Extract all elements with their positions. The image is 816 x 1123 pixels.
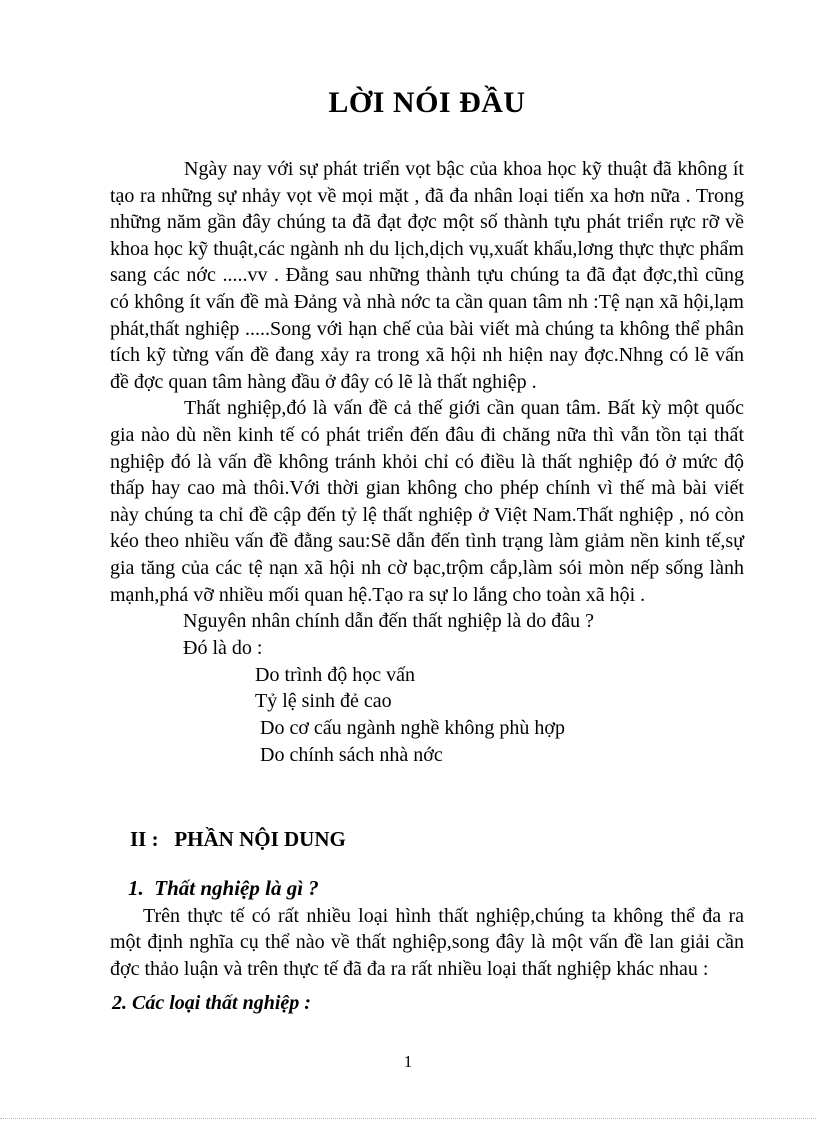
intro-paragraph-1: Ngày nay với sự phát triển vọt bậc của khoa học kỹ thuật đã không ít tạo ra những sự nhảy vọt về mọi mặt , đã đa nhân loại tiến xa hơn nữa . Trong những năm gần đây chúng ta đã đạt đợc một số thành tựu phát triển rực rỡ về khoa học kỹ thuật,các ngành nh du lịch,dịch vụ,xuất khẩu,lơng thực thực phẩm sang các nớc .....vv . Đằng sau những thành tựu chúng ta đã đạt đợc,thì cũng có không ít vấn đề mà Đảng và nhà nớc ta cần quan tâm nh :Tệ nạn xã hội,lạm phát,thất nghiệp .....Song với hạn chế của bài viết mà chúng ta không thể phân tích kỹ từng vấn đề đang xảy ra trong xã hội nh hiện nay đợc.Nhng có lẽ vấn đề đợc quan tâm hàng đầu ở đây có lẽ là thất nghiệp . bbox=[110, 158, 744, 393]
subsection-2-heading: 2. Các loại thất nghiệp : bbox=[112, 991, 311, 1014]
cause-item-industry-structure: Do cơ cấu ngành nghề không phù hợp bbox=[255, 717, 565, 740]
page-title: LỜI NÓI ĐẦU bbox=[328, 86, 526, 119]
section-heading-main-content: II : PHẦN NỘI DUNG bbox=[130, 826, 346, 851]
subsection-1-paragraph: Trên thực tế có rất nhiều loại hình thất nghiệp,chúng ta không thể đa ra một định nghĩa cụ thể nào về thất nghiệp,song đây là một vấn đề lan giải cần đợc thảo luận và trên thực tế đã đa ra rất nhiều loại thất nghiệp khác nhau : bbox=[110, 904, 744, 981]
cause-question: Nguyên nhân chính dẫn đến thất nghiệp là do đâu ? bbox=[183, 610, 594, 633]
page-number: 1 bbox=[403, 1052, 413, 1071]
subsection-1-heading: 1. Thất nghiệp là gì ? bbox=[128, 875, 319, 900]
cause-list bbox=[255, 662, 744, 769]
page-bottom-divider bbox=[0, 1118, 816, 1119]
page-content bbox=[110, 84, 744, 1015]
cause-item-education: Do trình độ học vấn bbox=[255, 663, 415, 686]
cause-lead-in: Đó là do : bbox=[183, 636, 263, 659]
cause-item-birth-rate: Tỷ lệ sinh đẻ cao bbox=[255, 690, 392, 713]
cause-item-state-policy: Do chính sách nhà nớc bbox=[255, 744, 443, 767]
intro-paragraph-2: Thất nghiệp,đó là vấn đề cả thế giới cần quan tâm. Bất kỳ một quốc gia nào dù nền kinh tế có phát triển đến đâu đi chăng nữa thì vẫn tồn tại thất nghiệp đó là vấn đề không tránh khỏi chỉ có điều là thất nghiệp đó ở mức độ thấp hay cao mà thôi.Với thời gian không cho phép chính vì thế mà bài viết này chúng ta chỉ đề cập đến tỷ lệ thất nghiệp ở Việt Nam.Thất nghiệp , nó còn kéo theo nhiều vấn đề đằng sau:Sẽ dẫn đến tình trạng làm giảm nền kinh tế,sự gia tăng của các tệ nạn xã hội nh cờ bạc,trộm cắp,làm sói mòn nếp sống lành mạnh,phá vỡ nhiều mối quan hệ.Tạo ra sự lo lắng cho toàn xã hội . bbox=[110, 397, 744, 606]
